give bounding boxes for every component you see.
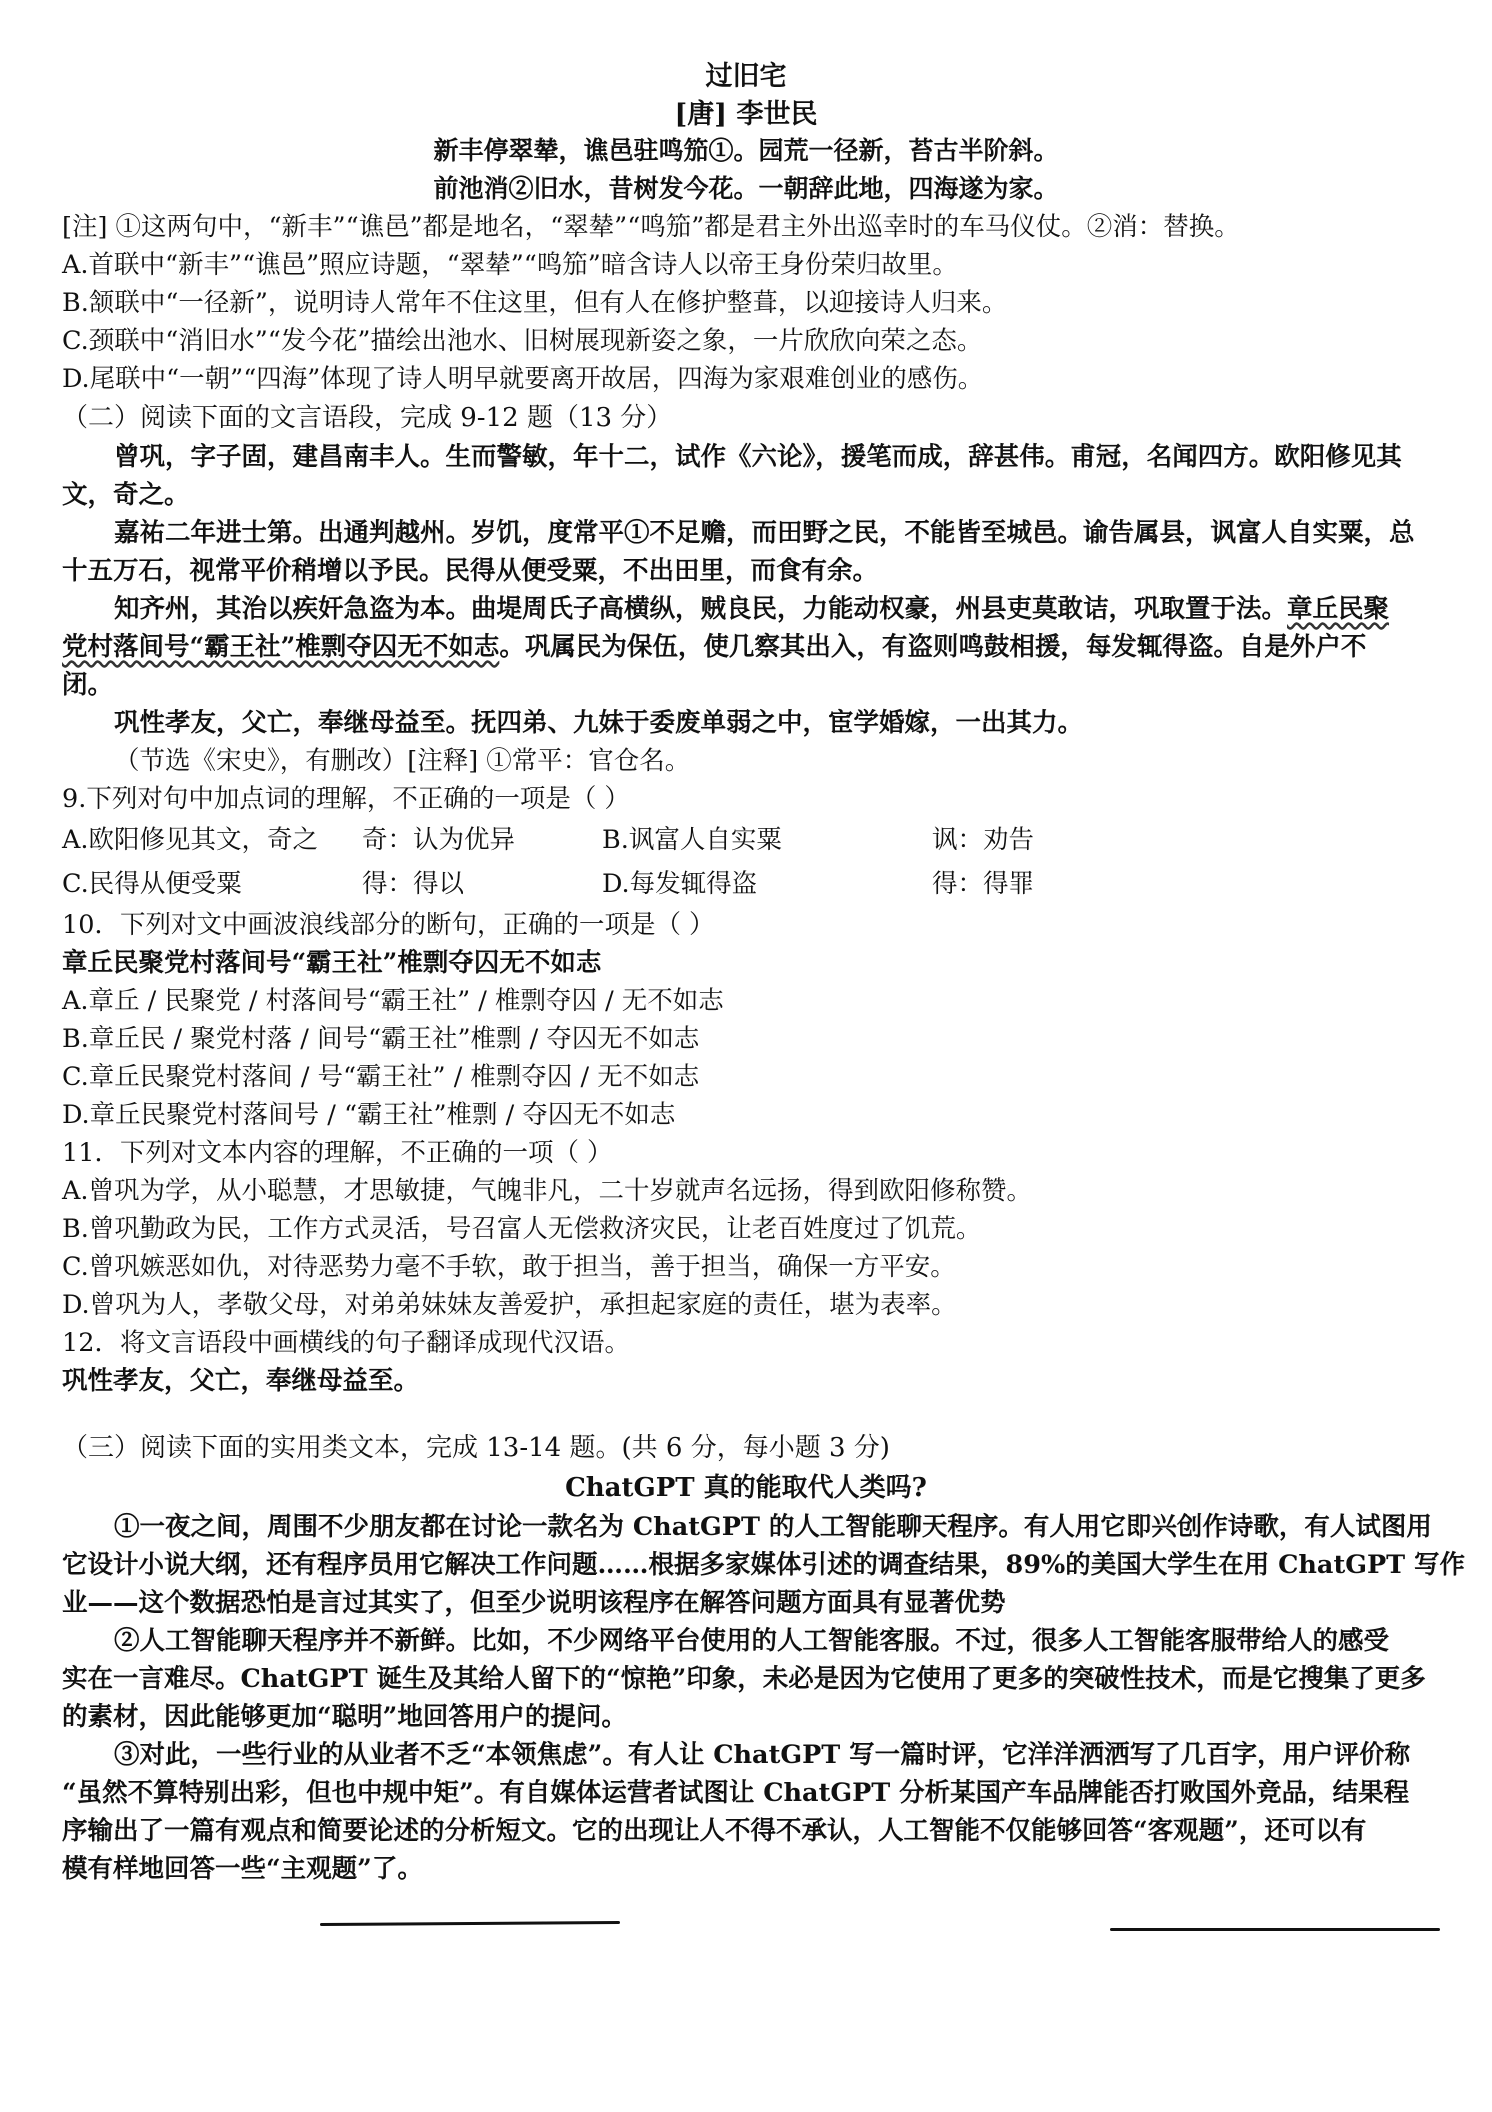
q10-option-a: A.章丘 / 民聚党 / 村落间号“霸王社” / 椎剽夺囚 / 无不如志 — [62, 986, 724, 1016]
article-p2-line-1: ②人工智能聊天程序并不新鲜。比如，不少网络平台使用的人工智能客服。不过，很多人工智能客服带给人的感受 — [114, 1626, 1390, 1656]
question-11-stem: 11．下列对文本内容的理解，不正确的一项（ ） — [62, 1138, 613, 1168]
wavy-underlined-sentence-start: 章丘民聚 — [1287, 594, 1390, 624]
question-10-stem: 10．下列对文中画波浪线部分的断句，正确的一项是（ ） — [62, 910, 715, 940]
q11-option-d: D.曾巩为人，孝敬父母，对弟弟妹妹友善爱护，承担起家庭的责任，堪为表率。 — [62, 1290, 957, 1320]
q11-option-b: B.曾巩勤政为民，工作方式灵活，号召富人无偿救济灾民，让老百姓度过了饥荒。 — [62, 1214, 982, 1244]
question-10-sentence: 章丘民聚党村落间号“霸王社”椎剽夺囚无不如志 — [62, 948, 602, 978]
poem-option-d: D.尾联中“一朝”“四海”体现了诗人明早就要离开故居，四海为家艰难创业的感伤。 — [62, 364, 984, 394]
section-3-heading: （三）阅读下面的实用类文本，完成 13-14 题。(共 6 分，每小题 3 分) — [62, 1433, 890, 1463]
q9-option-b-meaning: 讽：劝告 — [932, 825, 1035, 855]
article-p3-line-1: ③对此，一些行业的从业者不乏“本领焦虑”。有人让 ChatGPT 写一篇时评，它洋洋洒洒写了几百字，用户评价称 — [114, 1740, 1411, 1770]
q10-option-d: D.章丘民聚党村落间号 / “霸王社”椎剽 / 夺囚无不如志 — [62, 1100, 676, 1130]
pen-underline-stroke — [320, 1921, 620, 1926]
poem-note: [注] ①这两句中，“新丰”“谯邑”都是地名，“翠辇”“鸣笳”都是君主外出巡幸时的车马仪仗。②消：替换。 — [62, 212, 1240, 242]
passage-p3-text: 知齐州，其治以疾奸急盗为本。曲堤周氏子高横纵，贼良民，力能动权豪，州县吏莫敢诘，巩取置于法。 — [114, 594, 1288, 624]
passage-p2-line-2: 十五万石，视常平价稍增以予民。民得从便受粟，不出田里，而食有余。 — [62, 556, 879, 586]
passage-p4: 巩性孝友，父亡，奉继母益至。抚四弟、九妹于委废单弱之中，宦学婚嫁，一出其力。 — [114, 708, 1084, 738]
article-p3-line-3: 序输出了一篇有观点和简要论述的分析短文。它的出现让人不得不承认，人工智能不仅能够回答“客观题”，还可以有 — [62, 1816, 1367, 1846]
passage-p2-line-1: 嘉祐二年进士第。出通判越州。岁饥，度常平①不足赡，而田野之民，不能皆至城邑。谕告属县，讽富人自实粟，总 — [114, 518, 1415, 548]
article-p3-line-4: 模有样地回答一些“主观题”了。 — [62, 1854, 423, 1884]
wavy-underlined-sentence-end: 党村落间号“霸王社”椎剽夺囚无不如志 — [62, 632, 500, 662]
q11-option-c: C.曾巩嫉恶如仇，对待恶势力毫不手软，敢于担当，善于担当，确保一方平安。 — [62, 1252, 956, 1282]
article-p1-line-1: ①一夜之间，周围不少朋友都在讨论一款名为 ChatGPT 的人工智能聊天程序。有人用它即兴创作诗歌，有人试图用 — [114, 1512, 1432, 1542]
q9-option-a-meaning: 奇：认为优异 — [362, 825, 516, 855]
pen-underline-stroke-right — [1110, 1928, 1440, 1931]
poem-option-a: A.首联中“新丰”“谯邑”照应诗题，“翠辇”“鸣笳”暗含诗人以帝王身份荣归故里。 — [62, 250, 958, 280]
article-p1-line-3: 业——这个数据恐怕是言过其实了，但至少说明该程序在解答问题方面具有显著优势 — [62, 1588, 1006, 1618]
question-12-stem: 12．将文言语段中画横线的句子翻译成现代汉语。 — [62, 1328, 630, 1358]
passage-p1-line-1: 曾巩，字子固，建昌南丰人。生而警敏，年十二，试作《六论》，援笔而成，辞甚伟。甫冠，名闻四方。欧阳修见其 — [114, 442, 1402, 472]
passage-p3-line-1 — [62, 590, 1430, 628]
q9-option-a: A.欧阳修见其文，奇之 — [62, 825, 319, 855]
passage-p1-line-2: 文，奇之。 — [62, 480, 190, 510]
question-12-sentence: 巩性孝友，父亡，奉继母益至。 — [62, 1366, 420, 1396]
passage-source-note: （节选《宋史》，有删改）[注释] ①常平：官仓名。 — [114, 746, 691, 776]
poem-author: [唐] 李世民 — [674, 99, 818, 130]
poem-line-1: 新丰停翠辇，谯邑驻鸣笳①。园荒一径新，苔古半阶斜。 — [433, 136, 1059, 165]
q10-option-c: C.章丘民聚党村落间 / 号“霸王社” / 椎剽夺囚 / 无不如志 — [62, 1062, 700, 1092]
passage-p3-text-2: 。巩属民为保伍，使几察其出入，有盗则鸣鼓相援，每发辄得盗。自是外户不 — [499, 632, 1367, 662]
q11-option-a: A.曾巩为学，从小聪慧，才思敏捷，气魄非凡，二十岁就声名远扬，得到欧阳修称赞。 — [62, 1176, 1033, 1206]
section-2-heading: （二）阅读下面的文言语段，完成 9-12 题（13 分） — [62, 403, 673, 433]
q9-option-c-meaning: 得：得以 — [362, 869, 465, 899]
q9-option-d-meaning: 得：得罪 — [932, 869, 1035, 899]
article-p2-line-3: 的素材，因此能够更加“聪明”地回答用户的提问。 — [62, 1702, 627, 1732]
article-p2-line-2: 实在一言难尽。ChatGPT 诞生及其给人留下的“惊艳”印象，未必是因为它使用了更多的突破性技术，而是它搜集了更多 — [62, 1664, 1426, 1694]
passage-p3-line-2 — [62, 628, 1430, 666]
poem-line-2: 前池消②旧水，昔树发今花。一朝辞此地，四海遂为家。 — [433, 174, 1059, 203]
poem-title: 过旧宅 — [705, 61, 787, 92]
article-p1-line-2: 它设计小说大纲，还有程序员用它解决工作问题……根据多家媒体引述的调查结果，89%的美国大学生在用 ChatGPT 写作 — [62, 1550, 1466, 1580]
q10-option-b: B.章丘民 / 聚党村落 / 间号“霸王社”椎剽 / 夺囚无不如志 — [62, 1024, 700, 1054]
poem-option-b: B.颔联中“一径新”，说明诗人常年不住这里，但有人在修护整葺，以迎接诗人归来。 — [62, 288, 1008, 318]
article-p3-line-2: “虽然不算特别出彩，但也中规中矩”。有自媒体运营者试图让 ChatGPT 分析某国产车品牌能否打败国外竞品，结果程 — [62, 1778, 1410, 1808]
spacer — [62, 1400, 1430, 1428]
poem-option-c: C.颈联中“消旧水”“发今花”描绘出池水、旧树展现新姿之象，一片欣欣向荣之态。 — [62, 326, 983, 356]
question-9-stem: 9.下列对句中加点词的理解，不正确的一项是（ ） — [62, 784, 630, 814]
question-9-options-row-2 — [62, 862, 1430, 906]
passage-p3-line-3: 闭。 — [62, 670, 114, 700]
q9-option-d: D.每发辄得盗 — [602, 869, 758, 899]
q9-option-c: C.民得从便受粟 — [62, 869, 242, 899]
question-9-options-row-1 — [62, 818, 1430, 862]
article-title: ChatGPT 真的能取代人类吗? — [565, 1473, 927, 1503]
q9-option-b: B.讽富人自实粟 — [602, 825, 782, 855]
